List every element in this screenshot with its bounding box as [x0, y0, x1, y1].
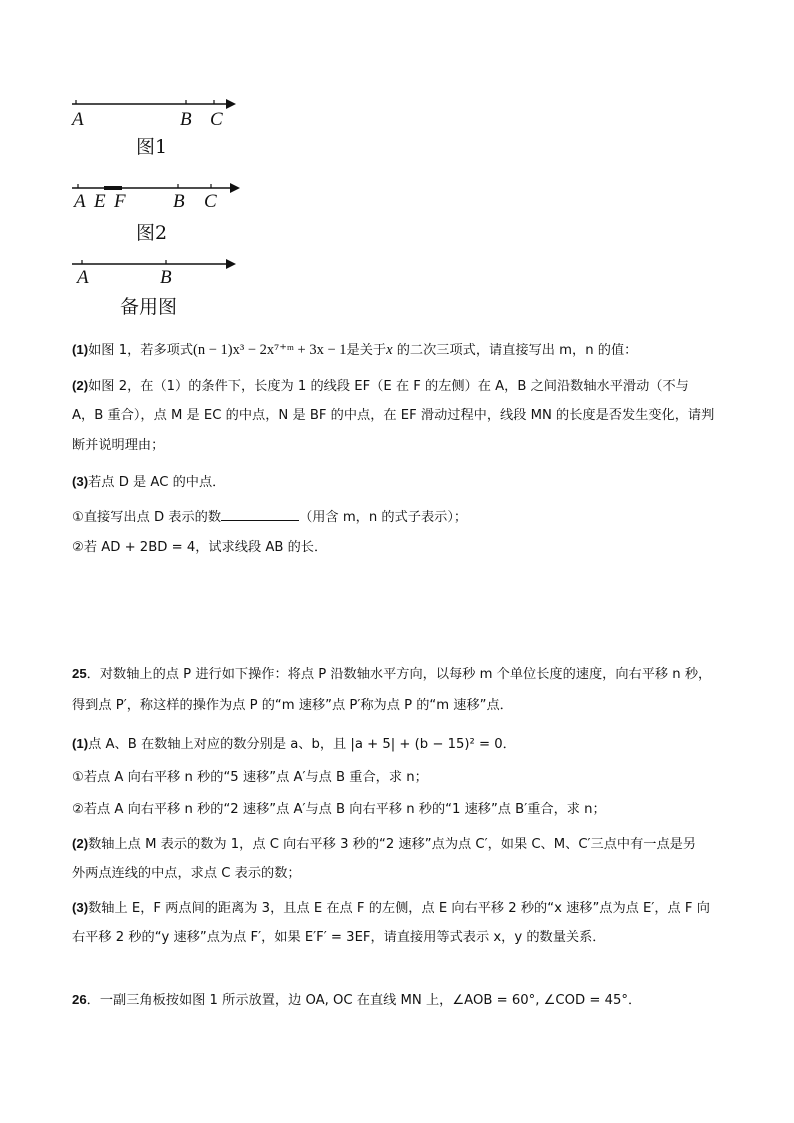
point-label-a: A [74, 191, 86, 212]
number-line-figure-spare [64, 252, 264, 322]
part-label: (2) [72, 378, 89, 393]
point-label-e: E [94, 191, 106, 212]
point-label-b: B [173, 191, 185, 212]
q25-part1: (1)点 A、B 在数轴上对应的数分别是 a、b，且 |a + 5| + (b − 15)² = 0． [72, 736, 516, 752]
arrow-head-icon [226, 259, 236, 269]
polynomial: (n − 1)x³ − 2x⁷⁺ᵐ + 3x − 1 [193, 342, 347, 358]
q25-stem-line2: 得到点 P′，称这样的操作为点 P 的“m 速移”点 P′称为点 P 的“m 速移”点． [72, 698, 513, 713]
q24-part2-line2: A，B 重合），点 M 是 EC 的中点，N 是 BF 的中点，在 EF 滑动过程中，线段 MN 的长度是否发生变化，请判 [72, 408, 715, 423]
q26-stem: 26．一副三角板按如图 1 所示放置，边 OA, OC 在直线 MN 上，∠AOB = 60°, ∠COD = 45°． [72, 992, 642, 1008]
q25-part1-2: ②若点 A 向右平移 n 秒的“2 速移”点 A′与点 B 向右平移 n 秒的“1 速移”点 B′重合，求 n； [72, 802, 606, 817]
point-label-c: C [210, 109, 223, 130]
q24-part3: (3)若点 D 是 AC 的中点． [72, 474, 226, 490]
point-label-a: A [72, 109, 84, 130]
point-label-b: B [160, 267, 172, 288]
part-label: (3) [72, 900, 89, 915]
number-line-figure-2 [64, 176, 264, 248]
point-label-f: F [114, 191, 126, 212]
answer-blank[interactable] [221, 506, 299, 521]
figure-caption: 备用图 [120, 296, 178, 318]
q25-part2-line1: (2)数轴上点 M 表示的数为 1，点 C 向右平移 3 秒的“2 速移”点为点 C′，如果 C、M、C′三点中有一点是另 [72, 836, 697, 852]
point-label-c: C [204, 191, 217, 212]
figure-1 [64, 92, 264, 162]
q24-part1: (1)如图 1，若多项式(n − 1)x³ − 2x⁷⁺ᵐ + 3x − 1是关于x 的二次三项式，请直接写出 m，n 的值： [72, 342, 638, 358]
question-number: 26 [72, 992, 87, 1007]
number-line-figure-1 [64, 92, 264, 162]
part-label: (1) [72, 736, 89, 751]
arrow-head-icon [230, 183, 240, 193]
q25-stem-line1: 25．对数轴上的点 P 进行如下操作：将点 P 沿数轴水平方向，以每秒 m 个单位长度的速度，向右平移 n 秒， [72, 666, 712, 682]
q25-part2-line2: 外两点连线的中点，求点 C 表示的数； [72, 866, 301, 881]
q24-part2-line1: (2)如图 2，在（1）的条件下，长度为 1 的线段 EF（E 在 F 的左侧）在 A，B 之间沿数轴水平滑动（不与 [72, 378, 689, 394]
q24-part3-1: ①直接写出点 D 表示的数 （用含 m，n 的式子表示）； [72, 506, 467, 528]
question-number: 25 [72, 666, 87, 681]
q25-part3-line2: 右平移 2 秒的“y 速移”点为点 F′，如果 E′F′ = 3EF，请直接用等式表示 x，y 的数量关系． [72, 930, 606, 945]
arrow-head-icon [226, 99, 236, 109]
q24-part3-2: ②若 AD + 2BD = 4，试求线段 AB 的长． [72, 540, 328, 555]
figure-2 [64, 176, 264, 248]
q24-part2-line3: 断并说明理由； [72, 438, 165, 453]
part-label: (1) [72, 342, 89, 357]
q25-part3-line1: (3)数轴上 E，F 两点间的距离为 3，且点 E 在点 F 的左侧，点 E 向右平移 2 秒的“x 速移”点为点 E′，点 F 向 [72, 900, 710, 916]
part-label: (2) [72, 836, 89, 851]
figure-caption: 图1 [136, 136, 168, 158]
point-label-b: B [180, 109, 192, 130]
point-label-a: A [77, 267, 89, 288]
part-label: (3) [72, 474, 89, 489]
figure-caption: 图2 [136, 222, 168, 244]
figure-spare [64, 252, 264, 322]
q25-part1-1: ①若点 A 向右平移 n 秒的“5 速移”点 A′与点 B 重合，求 n； [72, 770, 428, 785]
